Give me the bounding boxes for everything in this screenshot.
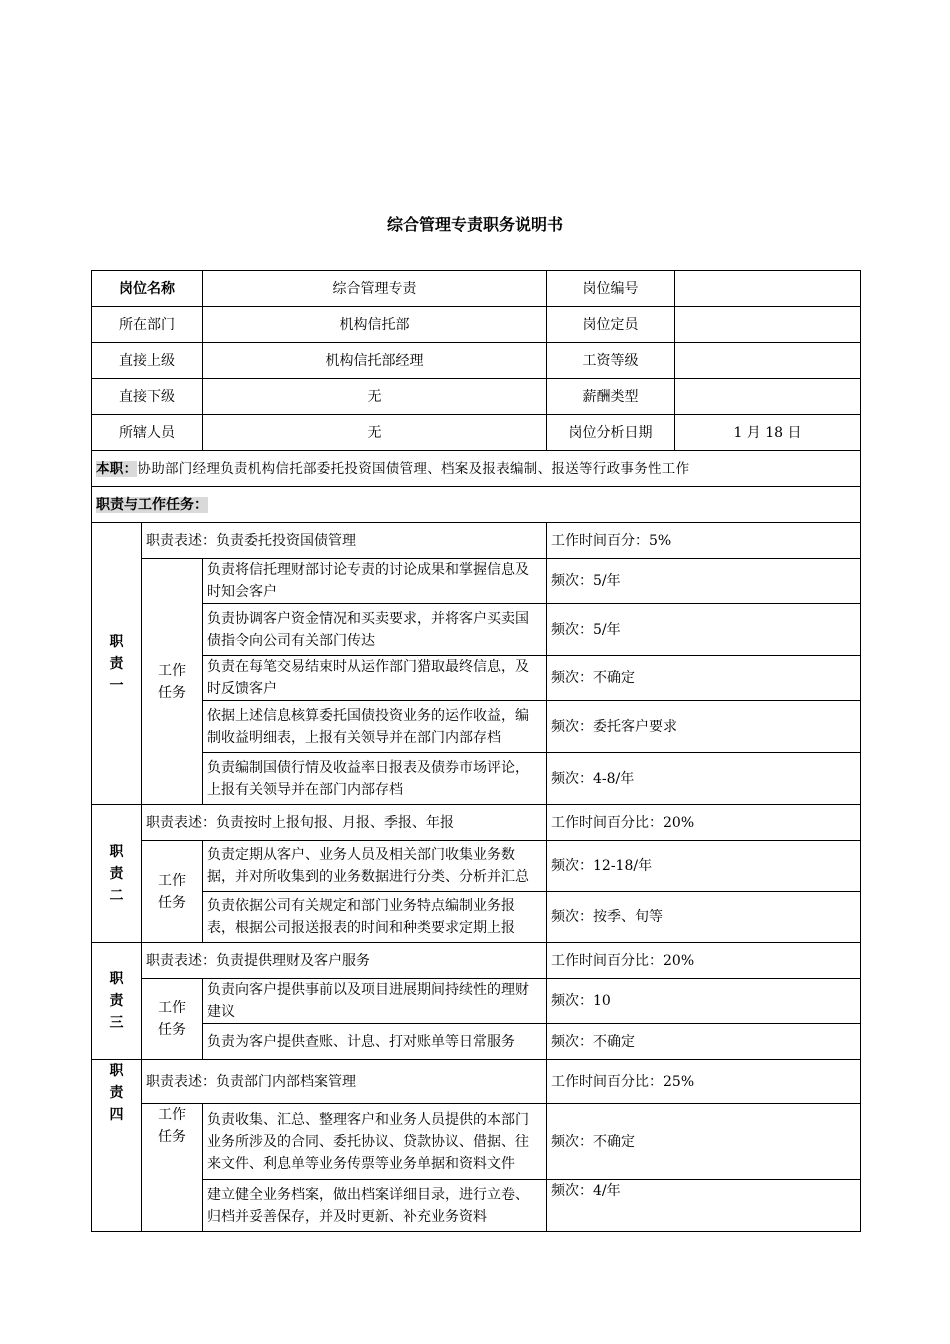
table-row <box>92 841 861 892</box>
value-position-code <box>675 271 861 307</box>
resp4-pct: 工作时间百分比：25% <box>547 1060 861 1104</box>
resp4-desc-row <box>92 1060 861 1104</box>
value-supervisor: 机构信托部经理 <box>203 343 547 379</box>
value-position-name: 综合管理专责 <box>203 271 547 307</box>
label-salary-grade: 工资等级 <box>547 343 675 379</box>
label-supervisor: 直接上级 <box>92 343 203 379</box>
label-staff: 所辖人员 <box>92 415 203 451</box>
info-row <box>92 343 861 379</box>
table-row <box>92 979 861 1024</box>
table-row <box>92 656 861 701</box>
page-title: 综合管理专责职务说明书 <box>386 215 563 234</box>
value-department: 机构信托部 <box>203 307 547 343</box>
value-analysis-date: 1 月 18 日 <box>675 415 861 451</box>
info-row <box>92 379 861 415</box>
value-pay-type <box>675 379 861 415</box>
table-row <box>92 559 861 604</box>
resp4-task-1: 负责收集、汇总、整理客户和业务人员提供的本部门业务所涉及的合同、委托协议、贷款协议、借据、往来文件、利息单等业务传票等业务单据和资料文件 <box>203 1104 547 1180</box>
resp2-pct: 工作时间百分比：20% <box>547 805 861 841</box>
resp2-task-2: 负责依据公司有关规定和部门业务特点编制业务报表，根据公司报送报表的时间和种类要求定期上报 <box>203 892 547 943</box>
resp3-name: 职责三 <box>92 943 142 1060</box>
value-staff: 无 <box>203 415 547 451</box>
resp1-desc-row <box>92 523 861 559</box>
table-row <box>92 604 861 656</box>
resp2-name: 职责二 <box>92 805 142 943</box>
resp1-freq-4: 频次：委托客户要求 <box>547 701 861 753</box>
resp3-freq-2: 频次：不确定 <box>547 1024 861 1060</box>
duty-cell <box>92 451 861 487</box>
resp2-task-label: 工作任务 <box>142 841 203 943</box>
info-row <box>92 415 861 451</box>
job-description-table <box>91 270 861 1232</box>
label-analysis-date: 岗位分析日期 <box>547 415 675 451</box>
label-pay-type: 薪酬类型 <box>547 379 675 415</box>
label-position-code: 岗位编号 <box>547 271 675 307</box>
resp1-freq-2: 频次：5/年 <box>547 604 861 656</box>
info-row <box>92 307 861 343</box>
info-row <box>92 271 861 307</box>
resp4-task-2: 建立健全业务档案，做出档案详细目录，进行立卷、归档并妥善保存，并及时更新、补充业务资料 <box>203 1180 547 1232</box>
resp1-task-3: 负责在每笔交易结束时从运作部门猎取最终信息，及时反馈客户 <box>203 656 547 701</box>
resp1-name: 职责一 <box>92 523 142 805</box>
value-subordinate: 无 <box>203 379 547 415</box>
resp4-desc: 职责表述：负责部门内部档案管理 <box>142 1060 547 1104</box>
resp3-task-1: 负责向客户提供事前以及项目进展期间持续性的理财建议 <box>203 979 547 1024</box>
resp1-task-1: 负责将信托理财部讨论专责的讨论成果和掌握信息及时知会客户 <box>203 559 547 604</box>
section-row <box>92 487 861 523</box>
resp1-task-4: 依据上述信息核算委托国债投资业务的运作收益，编制收益明细表，上报有关领导并在部门内部存档 <box>203 701 547 753</box>
table-row <box>92 701 861 753</box>
resp1-freq-3: 频次：不确定 <box>547 656 861 701</box>
table-row <box>92 892 861 943</box>
label-position-name: 岗位名称 <box>92 271 203 307</box>
duty-row <box>92 451 861 487</box>
resp3-freq-1: 频次：10 <box>547 979 861 1024</box>
resp3-task-2: 负责为客户提供查账、计息、打对账单等日常服务 <box>203 1024 547 1060</box>
resp4-name: 职责四 <box>92 1060 142 1232</box>
resp2-freq-1: 频次：12-18/年 <box>547 841 861 892</box>
label-subordinate: 直接下级 <box>92 379 203 415</box>
section-title: 职责与工作任务： <box>96 496 208 513</box>
resp1-task-2: 负责协调客户资金情况和买卖要求，并将客户买卖国债指令向公司有关部门传达 <box>203 604 547 656</box>
resp1-desc: 职责表述：负责委托投资国债管理 <box>142 523 547 559</box>
duty-label: 本职： <box>96 460 138 477</box>
label-department: 所在部门 <box>92 307 203 343</box>
resp3-task-label: 工作任务 <box>142 979 203 1060</box>
resp3-desc: 职责表述：负责提供理财及客户服务 <box>142 943 547 979</box>
resp2-freq-2: 频次：按季、旬等 <box>547 892 861 943</box>
table-row <box>92 753 861 805</box>
resp2-task-1: 负责定期从客户、业务人员及相关部门收集业务数据，并对所收集到的业务数据进行分类、分析并汇总 <box>203 841 547 892</box>
label-headcount: 岗位定员 <box>547 307 675 343</box>
resp1-freq-1: 频次：5/年 <box>547 559 861 604</box>
table-row <box>92 1180 861 1232</box>
resp3-pct: 工作时间百分比：20% <box>547 943 861 979</box>
resp4-freq-1: 频次：不确定 <box>547 1104 861 1180</box>
resp2-desc-row <box>92 805 861 841</box>
resp1-pct: 工作时间百分：5% <box>547 523 861 559</box>
duty-text: 协助部门经理负责机构信托部委托投资国债管理、档案及报表编制、报送等行政事务性工作 <box>137 460 690 477</box>
resp3-desc-row <box>92 943 861 979</box>
resp1-freq-5: 频次：4-8/年 <box>547 753 861 805</box>
resp4-task-label: 工作任务 <box>142 1104 203 1232</box>
table-row <box>92 1104 861 1180</box>
value-salary-grade <box>675 343 861 379</box>
section-cell <box>92 487 861 523</box>
resp2-desc: 职责表述：负责按时上报旬报、月报、季报、年报 <box>142 805 547 841</box>
resp1-task-label: 工作任务 <box>142 559 203 805</box>
table-row <box>92 1024 861 1060</box>
resp4-freq-2: 频次：4/年 <box>547 1180 861 1232</box>
resp1-task-5: 负责编制国债行情及收益率日报表及债券市场评论，上报有关领导并在部门内部存档 <box>203 753 547 805</box>
value-headcount <box>675 307 861 343</box>
